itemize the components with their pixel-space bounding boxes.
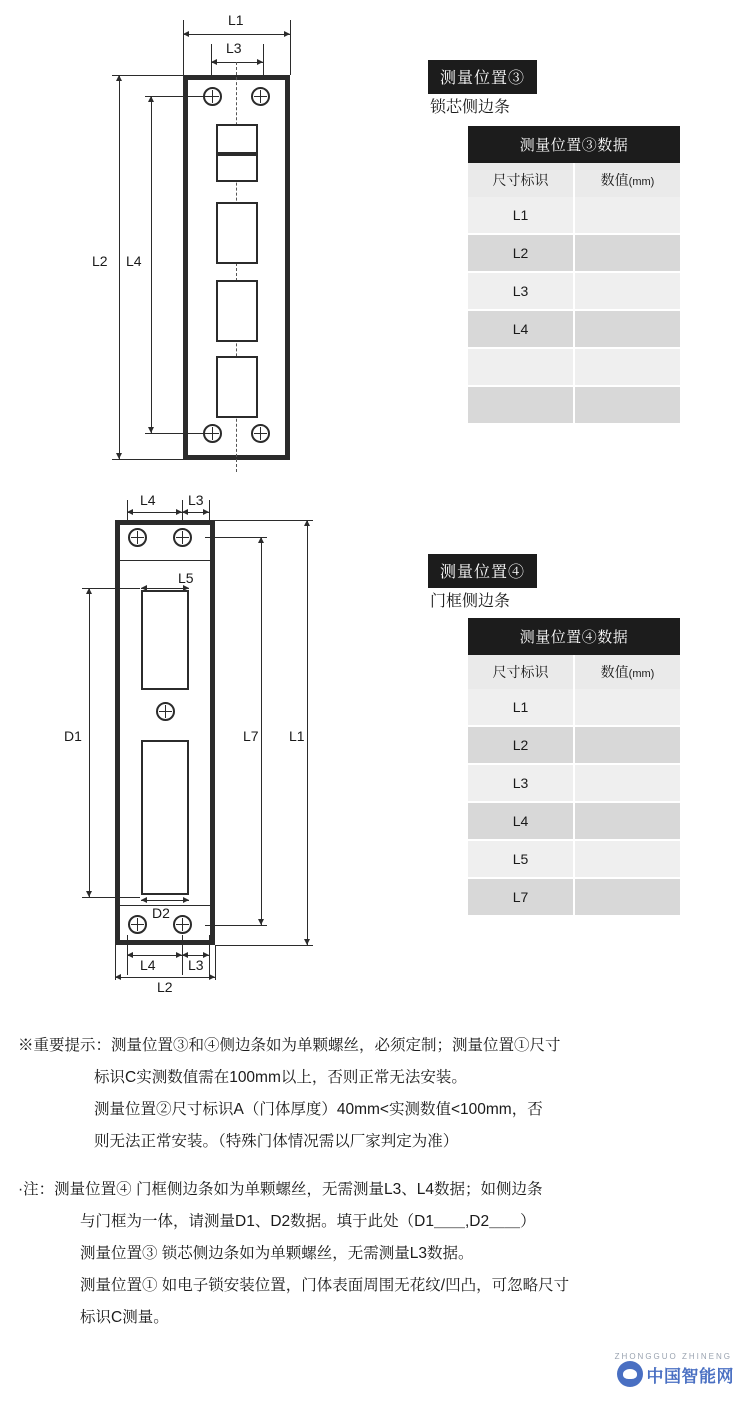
table-4-row-4-value[interactable] (574, 840, 680, 878)
dim2-label-l4-top: L4 (140, 492, 156, 508)
table-row (468, 348, 680, 386)
dim-label-l4: L4 (126, 253, 142, 269)
watermark-logo-icon (617, 1361, 643, 1387)
table-3-header-label: 尺寸标识 (468, 163, 574, 197)
table-4-row-2-value[interactable] (574, 764, 680, 802)
table-3-row-4-value[interactable] (574, 348, 680, 386)
important-note-block (18, 1030, 734, 1158)
table-3-row-4-label (468, 348, 574, 386)
table-3-row-3-label: L4 (468, 310, 574, 348)
table-3-header-value-unit: (mm) (628, 176, 655, 188)
important-note-line-3: 测量位置②尺寸标识A（门体厚度）40mm<实测数值<100mm，否 (94, 1101, 543, 1118)
table-row (468, 840, 680, 878)
dim2-label-d1: D1 (64, 728, 82, 744)
general-note-line-1: ·注：测量位置④ 门框侧边条如为单颗螺丝，无需测量L3、L4数据；如侧边条 (18, 1181, 543, 1198)
table-3-row-5-label (468, 386, 574, 424)
section-tag-3: 测量位置③ (428, 60, 537, 94)
dim2-label-d2: D2 (152, 905, 170, 921)
table-4-header-value-unit: (mm) (628, 668, 655, 680)
table-row (468, 310, 680, 348)
watermark-text: 中国智能网 (646, 1366, 734, 1386)
table-4-row-2-label: L3 (468, 764, 574, 802)
table-4-row-4-label: L5 (468, 840, 574, 878)
dim-label-l2: L2 (92, 253, 108, 269)
table-4-row-3-label: L4 (468, 802, 574, 840)
watermark (617, 1361, 735, 1387)
dim-label-l1: L1 (228, 12, 244, 28)
table-3-row-2-value[interactable] (574, 272, 680, 310)
dim-label-l3: L3 (226, 40, 242, 56)
table-measure-3 (468, 126, 680, 425)
section-tag-4: 测量位置④ (428, 554, 537, 588)
table-4-header-value (574, 655, 680, 689)
watermark-subtext: ZHONGGUO ZHINENG (614, 1352, 732, 1361)
dim2-label-l2: L2 (157, 979, 173, 995)
table-3-row-2-label: L3 (468, 272, 574, 310)
dim2-label-l7: L7 (243, 728, 259, 744)
table-row (468, 272, 680, 310)
table-3-row-0-value[interactable] (574, 197, 680, 234)
table-row (468, 726, 680, 764)
table-row (468, 802, 680, 840)
table-3-title-row (468, 126, 680, 163)
dim2-label-l4-bottom: L4 (140, 957, 156, 973)
table-3-header-value-main: 数值 (600, 172, 629, 188)
important-note-line-4: 则无法正常安装。（特殊门体情况需以厂家判定为准） (94, 1133, 459, 1150)
table-4-title-row (468, 618, 680, 655)
dim2-label-l5: L5 (178, 570, 194, 586)
table-4-header-value-main: 数值 (600, 664, 629, 680)
table-4-title: 测量位置④数据 (468, 618, 680, 655)
table-3-header-value (574, 163, 680, 197)
table-row (468, 689, 680, 726)
table-row (468, 197, 680, 234)
table-row (468, 878, 680, 916)
table-4-row-0-value[interactable] (574, 689, 680, 726)
dim2-label-l3-bottom: L3 (188, 957, 204, 973)
table-3-row-1-value[interactable] (574, 234, 680, 272)
panel-measure-position-4 (0, 480, 750, 1000)
table-row (468, 764, 680, 802)
table-3-header-row (468, 163, 680, 197)
table-4-row-0-label: L1 (468, 689, 574, 726)
table-4-row-5-value[interactable] (574, 878, 680, 916)
important-note-line-2: 标识C实测数值需在100mm以上，否则正常无法安装。 (94, 1069, 467, 1086)
table-4-row-1-value[interactable] (574, 726, 680, 764)
table-3-row-3-value[interactable] (574, 310, 680, 348)
table-3-row-1-label: L2 (468, 234, 574, 272)
general-note-line-4: 测量位置① 如电子锁安装位置，门体表面周围无花纹/凹凸，可忽略尺寸 (80, 1277, 570, 1294)
section-subtitle-3: 锁芯侧边条 (430, 99, 511, 116)
table-4-header-label: 尺寸标识 (468, 655, 574, 689)
table-3-title: 测量位置③数据 (468, 126, 680, 163)
dim2-label-l3-top: L3 (188, 492, 204, 508)
table-4-row-5-label: L7 (468, 878, 574, 916)
table-3-row-5-value[interactable] (574, 386, 680, 424)
general-note-line-3: 测量位置③ 锁芯侧边条如为单颗螺丝，无需测量L3数据。 (80, 1245, 474, 1262)
panel-measure-position-3 (0, 0, 750, 480)
important-note-line-1: ※重要提示：测量位置③和④侧边条如为单颗螺丝，必须定制；测量位置①尺寸 (18, 1037, 561, 1054)
table-4-row-3-value[interactable] (574, 802, 680, 840)
dim2-label-l1: L1 (289, 728, 305, 744)
table-3-row-0-label: L1 (468, 197, 574, 234)
table-measure-4 (468, 618, 680, 917)
general-note-block (18, 1174, 734, 1334)
table-4-row-1-label: L2 (468, 726, 574, 764)
table-row (468, 386, 680, 424)
notes-section (18, 1030, 734, 1348)
table-4-header-row (468, 655, 680, 689)
table-row (468, 234, 680, 272)
general-note-line-5: 标识C测量。 (80, 1309, 169, 1326)
section-subtitle-4: 门框侧边条 (430, 593, 511, 610)
general-note-line-2: 与门框为一体，请测量D1、D2数据。填于此处（D1＿＿,D2＿＿） (80, 1213, 536, 1230)
